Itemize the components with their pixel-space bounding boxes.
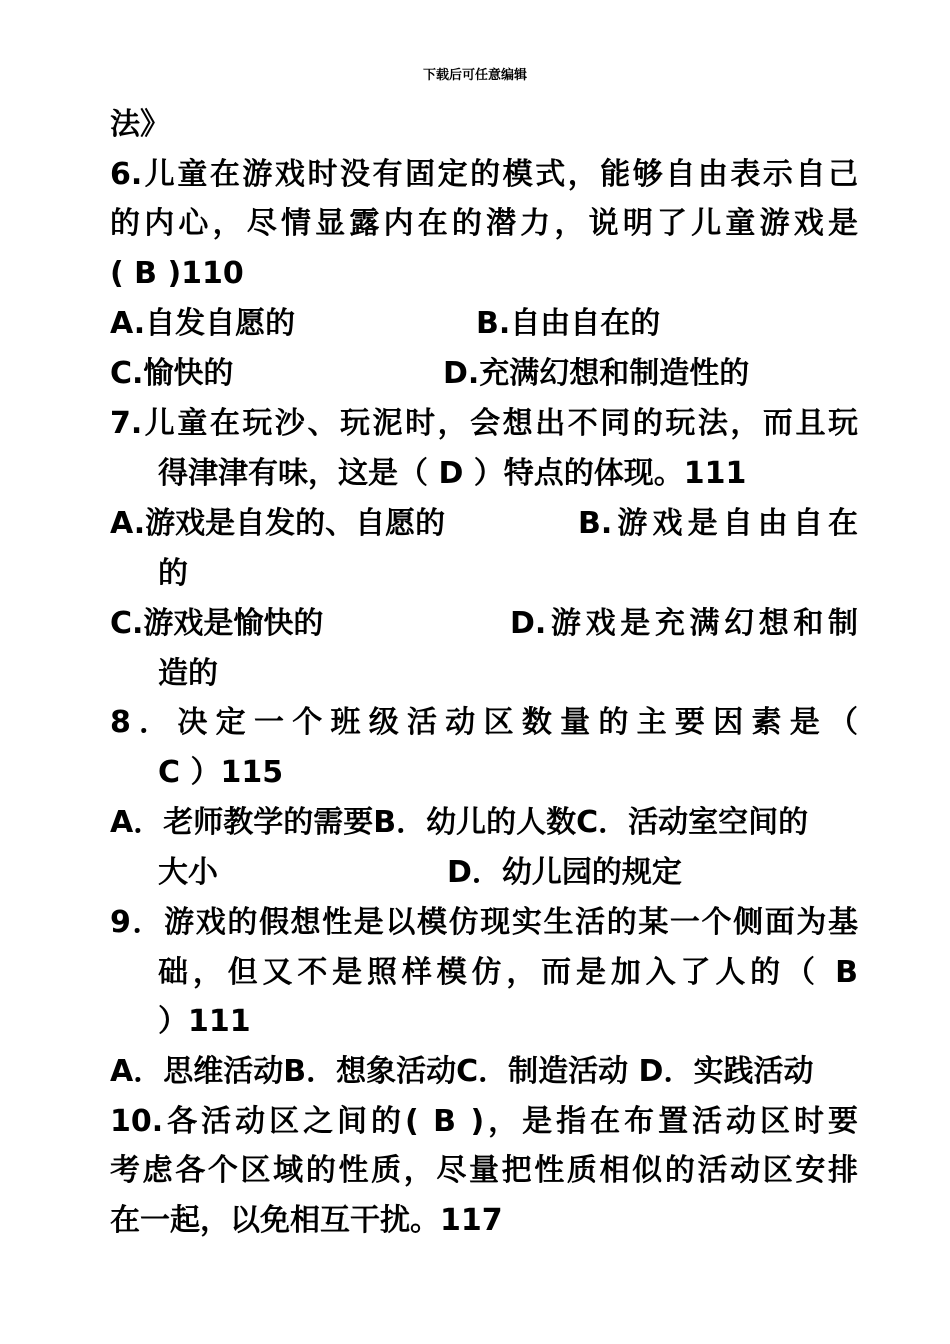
question-7-option-c: C.游戏是愉快的 [110, 606, 324, 641]
question-10-line-1: 10.各活动区之间的( B )，是指在布置活动区时要 [110, 1104, 858, 1139]
question-6-answer: ( B )110 [110, 256, 244, 291]
question-6-option-a: A.自发自愿的 [110, 306, 296, 341]
question-6-option-c: C.愉快的 [110, 356, 234, 391]
question-7-option-d-continued: 造的 [158, 656, 218, 691]
question-8-options-line-2-b: D．幼儿园的规定 [447, 855, 682, 890]
question-7-option-d: D.游戏是充满幻想和制 [510, 606, 858, 641]
question-7-line-1: 7.儿童在玩沙、玩泥时，会想出不同的玩法，而且玩 [110, 406, 858, 441]
question-6-line-2: 的内心，尽情显露内在的潜力，说明了儿童游戏是 [110, 206, 858, 241]
page-header: 下载后可任意编辑 [422, 68, 527, 83]
question-6-option-b: B.自由自在的 [476, 306, 661, 341]
question-6-line-1: 6.儿童在游戏时没有固定的模式，能够自由表示自己 [110, 157, 858, 192]
question-8-answer: C ）115 [158, 755, 284, 790]
question-7-line-2: 得津津有味，这是（ D ）特点的体现。111 [158, 456, 747, 491]
question-7-option-a: A.游戏是自发的、自愿的 [110, 506, 446, 541]
question-8-options-line-1: A．老师教学的需要B．幼儿的人数C．活动室空间的 [110, 805, 809, 840]
question-9-line-3: ）111 [158, 1004, 251, 1039]
question-6-option-d: D.充满幻想和制造性的 [443, 356, 750, 391]
question-10-line-2: 考虑各个区域的性质，尽量把性质相似的活动区安排 [110, 1153, 858, 1188]
question-7-option-b-continued: 的 [158, 556, 188, 591]
question-7-option-b: B.游戏是自由自在 [578, 506, 858, 541]
question-9-options: A．思维活动B．想象活动C．制造活动 D．实践活动 [110, 1054, 814, 1089]
previous-question-tail: 法》 [110, 107, 170, 142]
question-9-line-1: 9．游戏的假想性是以模仿现实生活的某一个侧面为基 [110, 905, 858, 940]
question-8-line-1: 8．决定一个班级活动区数量的主要因素是（ [110, 705, 858, 740]
question-10-line-3: 在一起，以免相互干扰。117 [110, 1203, 503, 1238]
question-8-options-line-2-a: 大小 [158, 855, 218, 890]
question-9-line-2: 础，但又不是照样模仿，而是加入了人的（ B [158, 955, 858, 990]
